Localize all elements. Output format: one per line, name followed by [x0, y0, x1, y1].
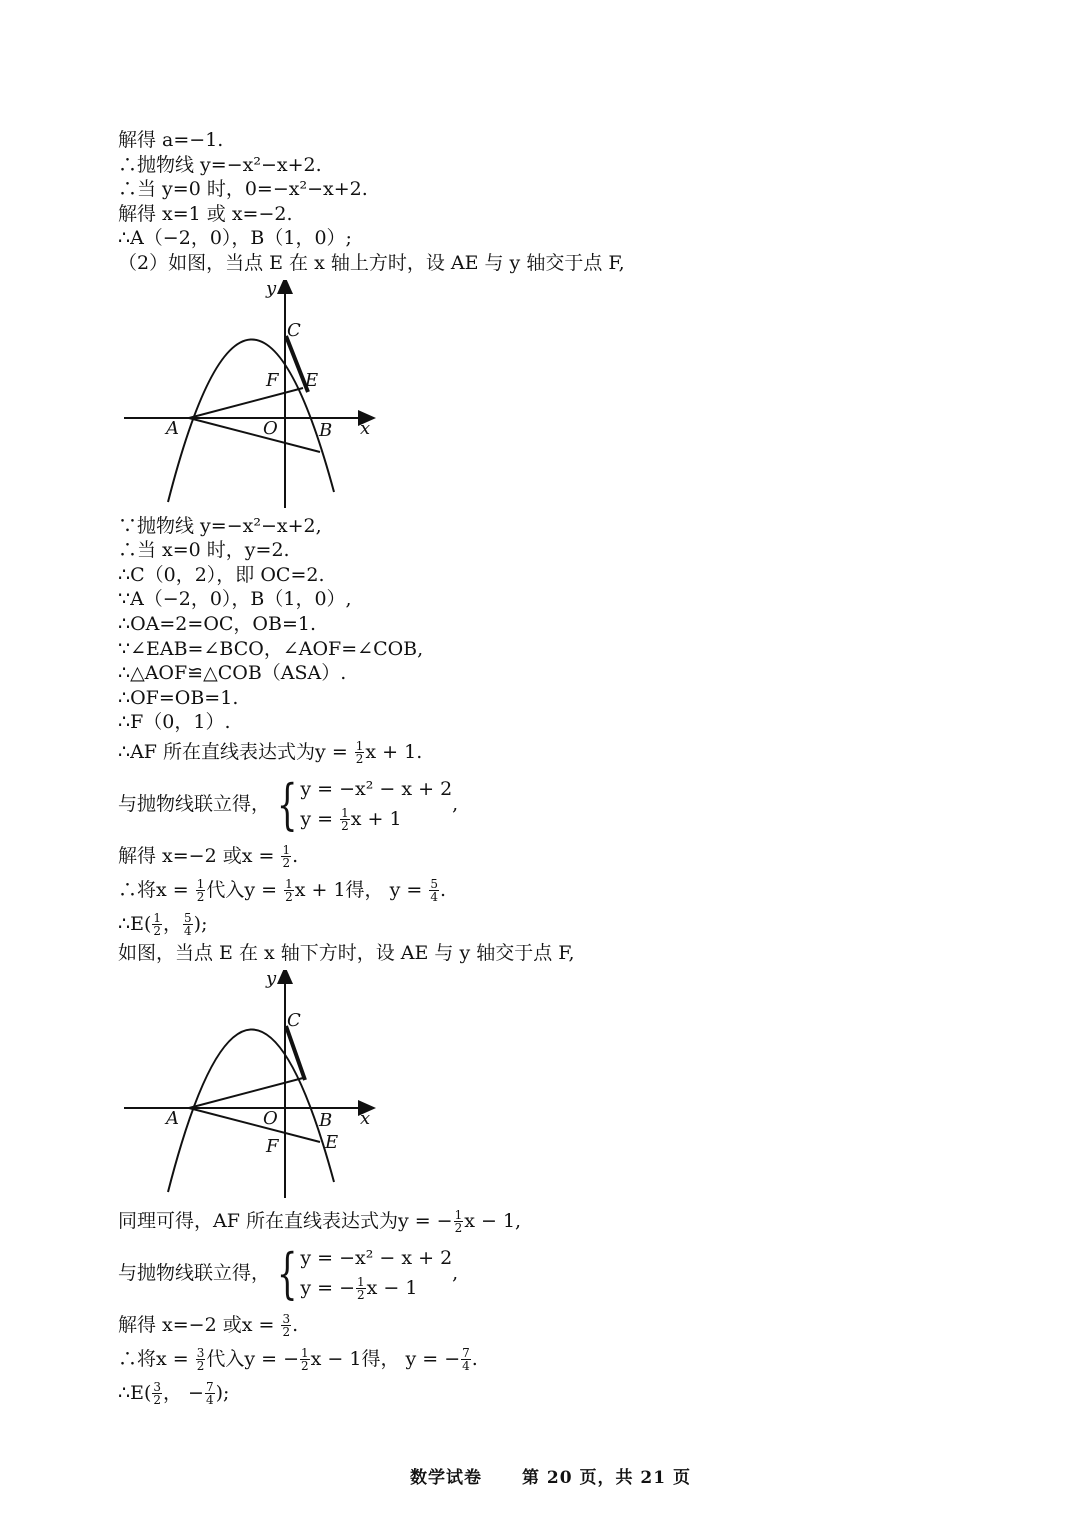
text-line: ∴F（0，1）.	[118, 711, 231, 734]
system-of-equations-1: 与抛物线联立得， { y = −x² − x + 2 y = $\frac{1}{2}$ x + 1 ,	[118, 772, 459, 836]
text-line: ∵A（−2，0），B（1，0）,	[118, 588, 352, 611]
solution-content	[118, 128, 1018, 1410]
page-footer	[410, 1463, 691, 1488]
label-c: C	[287, 319, 301, 341]
solution-line-1: 解得 x=−2 或x = $\frac{1}{2}$ .	[118, 843, 299, 871]
af-line-equation-2: 同理可得，AF 所在直线表达式为y = − $\frac{1}{2}$ x − 1,	[118, 1208, 522, 1235]
label-a: A	[166, 1107, 179, 1129]
parabola-curve	[168, 1029, 334, 1192]
parabola-curve	[168, 339, 334, 502]
label-e: E	[305, 369, 319, 391]
label-e: E	[325, 1131, 339, 1153]
segment-a-lower	[189, 418, 320, 452]
fraction: $\frac{1}{2}$	[355, 739, 364, 767]
label-o: O	[263, 1107, 278, 1129]
text-line: ∴△AOF≌△COB（ASA）.	[118, 662, 347, 685]
system-of-equations-2: 与抛物线联立得， { y = −x² − x + 2 y = − $\frac{1}{2}$ x − 1 ,	[118, 1241, 459, 1305]
footer-subject: 数学试卷	[410, 1468, 482, 1488]
label-f: F	[266, 369, 279, 391]
parabola-figure-2	[120, 967, 390, 1200]
parabola-figure-2-drawing	[120, 967, 390, 1200]
text-line: 如图，当点 E 在 x 轴下方时，设 AE 与 y 轴交于点 F,	[118, 941, 575, 964]
parabola-figure-1-drawing	[120, 277, 390, 510]
label-f: F	[266, 1135, 279, 1157]
text-line: ∴OF=OB=1.	[118, 686, 239, 709]
text-line: 解得 a=−1.	[118, 129, 224, 151]
point-e-line-1: ∴E( $\frac{1}{2}$ ， $\frac{5}{4}$ );	[118, 911, 208, 939]
text-line: ∴A（−2，0），B（1，0）;	[118, 227, 352, 250]
label-y: y	[266, 967, 277, 989]
label-x: x	[360, 417, 371, 439]
label-b: B	[319, 419, 333, 441]
text-line: ∴当 y=0 时，0=−x²−x+2.	[118, 178, 368, 201]
text-line: ∴OA=2=OC，OB=1.	[118, 612, 317, 635]
solution-line-2: 解得 x=−2 或x = $\frac{3}{2}$ .	[118, 1312, 299, 1339]
af-line-equation-1: ∴AF 所在直线表达式为y = $\frac{1}{2}$ x + 1.	[118, 739, 423, 767]
text-line: （2）如图，当点 E 在 x 轴上方时，设 AE 与 y 轴交于点 F,	[118, 251, 625, 274]
point-e-line-2: ∴E( $\frac{3}{2}$ ， − $\frac{7}{4}$ );	[118, 1380, 230, 1407]
footer-page-number: 第 20 页，共 21 页	[522, 1468, 691, 1488]
text-line: ∵抛物线 y=−x²−x+2,	[118, 514, 322, 537]
segment-ae	[189, 1108, 320, 1142]
label-a: A	[166, 417, 179, 439]
label-c: C	[287, 1009, 301, 1031]
label-o: O	[263, 417, 278, 439]
label-b: B	[319, 1109, 333, 1131]
text-line: 解得 x=1 或 x=−2.	[118, 202, 293, 225]
text-line: ∵∠EAB=∠BCO，∠AOF=∠COB,	[118, 637, 424, 660]
substitution-line-2: ∴将x = $\frac{3}{2}$ 代入y = − $\frac{1}{2}$ x − 1得， y = − $\frac{7}{4}$ .	[118, 1346, 478, 1373]
text-line: ∴C（0，2），即 OC=2.	[118, 563, 325, 586]
label-y: y	[266, 277, 277, 299]
text-line: ∴抛物线 y=−x²−x+2.	[118, 153, 322, 176]
label-x: x	[360, 1107, 371, 1129]
brace-icon: {	[276, 772, 298, 836]
brace-icon: {	[276, 1241, 298, 1305]
text-line: ∴当 x=0 时，y=2.	[118, 539, 290, 562]
substitution-line-1: ∴将x = $\frac{1}{2}$ 代入y = $\frac{1}{2}$ x + 1得， y = $\frac{5}{4}$ .	[118, 877, 446, 905]
parabola-figure-1	[120, 277, 390, 510]
